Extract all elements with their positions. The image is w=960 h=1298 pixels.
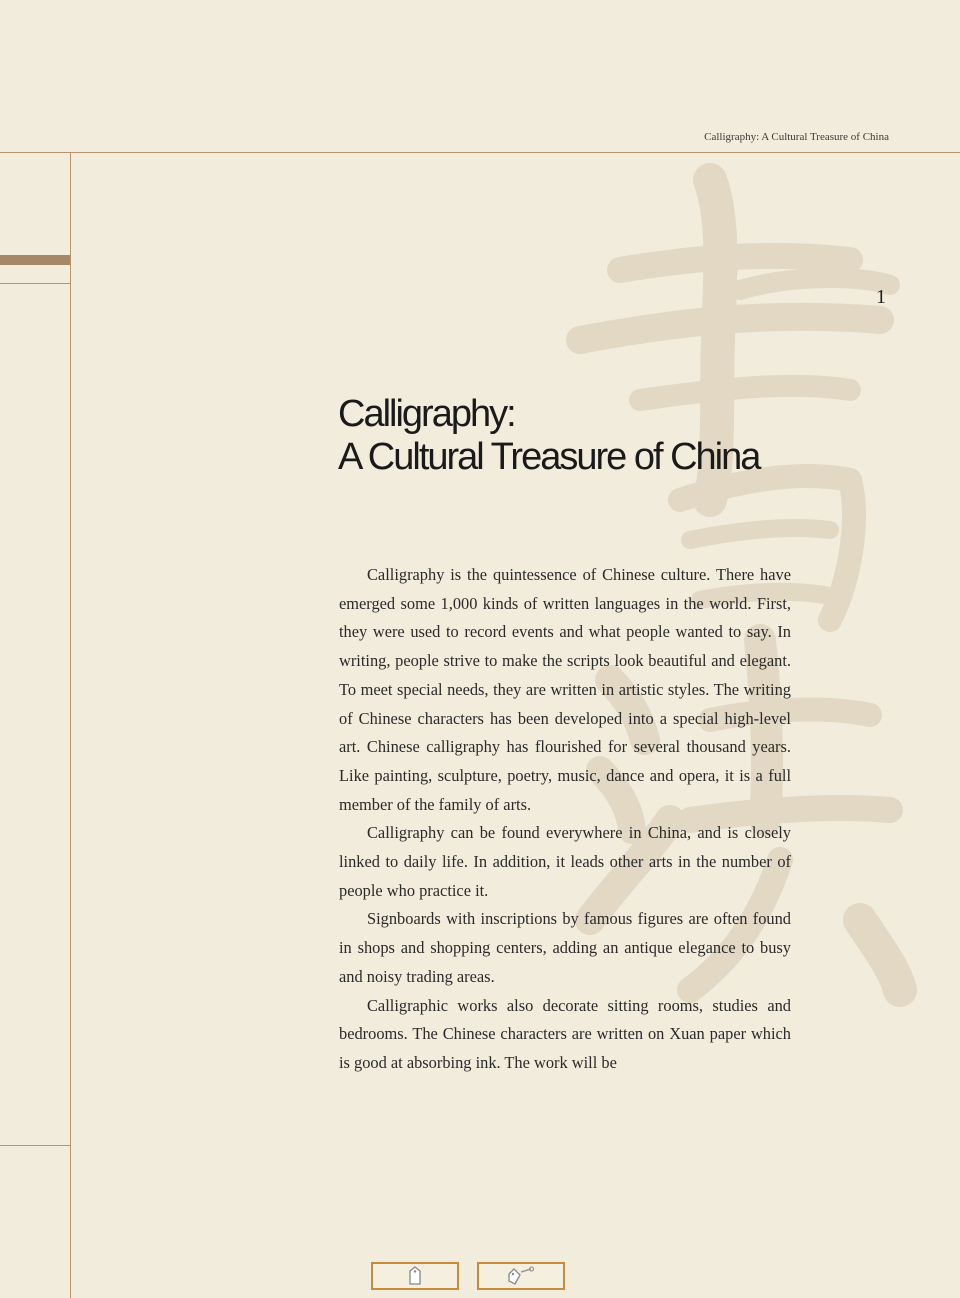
margin-rule-bottom bbox=[0, 1145, 70, 1146]
margin-bar bbox=[0, 255, 70, 265]
margin-rule-top bbox=[0, 283, 70, 284]
margin-line bbox=[70, 153, 71, 1298]
paragraph: Calligraphy is the quintessence of Chinese culture. There have emerged some 1,000 kinds of written languages in the world. First, they were used to record events and what people wanted to say. In writing, people strive to make the scripts look beautiful and elegant. To meet special needs, they are written in artistic styles. The writing of Chinese characters has been developed into a special high-level art. Chinese calligraphy has flourished for several thousand years. Like painting, sculpture, poetry, music, dance and opera, it is a full member of the family of arts. bbox=[339, 565, 791, 814]
running-head: Calligraphy: A Cultural Treasure of China bbox=[704, 131, 889, 143]
prev-page-button[interactable] bbox=[371, 1262, 459, 1290]
tag-icon bbox=[407, 1266, 423, 1286]
paragraph: Calligraphy can be found everywhere in China, and is closely linked to daily life. In addition, it leads other arts in the number of people who practice it. bbox=[339, 823, 791, 900]
article-title bbox=[338, 393, 858, 479]
title-line-1: Calligraphy: bbox=[338, 393, 515, 435]
paragraph: Signboards with inscriptions by famous figures are often found in shops and shopping centers, adding an antique elegance to busy and noisy trading areas. bbox=[339, 909, 791, 986]
tag-key-icon bbox=[507, 1265, 535, 1287]
title-line-2: A Cultural Treasure of China bbox=[338, 436, 760, 478]
article-body bbox=[339, 561, 791, 1078]
next-page-button[interactable] bbox=[477, 1262, 565, 1290]
paragraph: Calligraphic works also decorate sitting rooms, studies and bedrooms. The Chinese characters are written on Xuan paper which is good at absorbing ink. The work will be bbox=[339, 995, 791, 1072]
header-rule bbox=[0, 152, 960, 153]
page-number: 1 bbox=[876, 286, 886, 308]
